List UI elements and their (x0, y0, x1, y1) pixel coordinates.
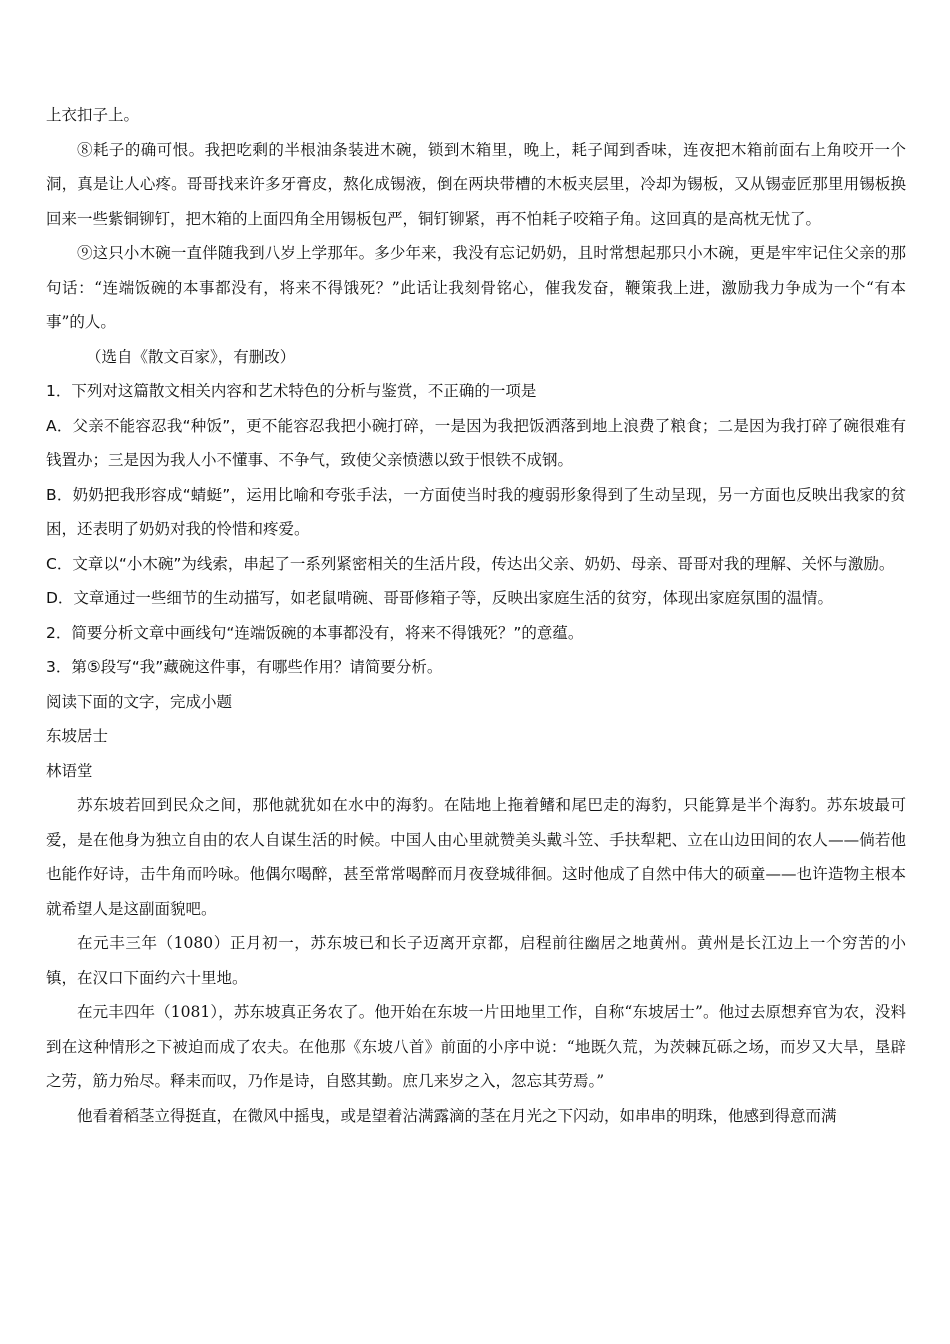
essay2-author: 林语堂 (46, 761, 93, 780)
essay1-paragraph-9: ⑨这只小木碗一直伴随我到八岁上学那年。多少年来，我没有忘记奶奶，且时常想起那只小木碗，更是牢牢记住父亲的那句话：“连端饭碗的本事都没有，将来不得饿死？”此话让我刻骨铭心，催我发奋，鞭策我上进，激励我力争成为一个“有本事”的人。 (46, 244, 906, 331)
essay2-paragraph-4: 他看着稻茎立得挺直，在微风中摇曳，或是望着沾满露滴的茎在月光之下闪动，如串串的明珠，他感到得意而满 (77, 1106, 837, 1125)
essay1-paragraph-7-ending: 上衣扣子上。 (46, 106, 140, 124)
question-1-option-c: C．文章以“小木碗”为线索，串起了一系列紧密相关的生活片段，传达出父亲、奶奶、母亲、哥哥对我的理解、关怀与激励。 (46, 554, 895, 573)
essay2-paragraph-2: 在元丰三年（1080）正月初一，苏东坡已和长子迈离开京都，启程前往幽居之地黄州。黄州是长江边上一个穷苦的小镇，在汉口下面约六十里地。 (46, 934, 906, 987)
essay2-paragraph-3: 在元丰四年（1081），苏东坡真正务农了。他开始在东坡一片田地里工作，自称“东坡居士”。他过去原想弃官为农，没料到在这种情形之下被迫而成了农夫。在他那《东坡八首》前面的小序中说：“地既久荒，为茨棘瓦砾之场，而岁又大旱，垦辟之劳，筋力殆尽。释耒而叹，乃作是诗，自愍其勤。庶几来岁之入，忽忘其劳焉。” (46, 1003, 906, 1090)
question-2: 2．简要分析文章中画线句“连端饭碗的本事都没有，将来不得饿死？”的意蕴。 (46, 623, 584, 642)
question-1-option-d: D．文章通过一些细节的生动描写，如老鼠啃碗、哥哥修箱子等，反映出家庭生活的贫穷，体现出家庭氛围的温情。 (46, 589, 833, 607)
essay2-paragraph-1: 苏东坡若回到民众之间，那他就犹如在水中的海豹。在陆地上拖着鳍和尾巴走的海豹，只能算是半个海豹。苏东坡最可爱，是在他身为独立自由的农人自谋生活的时候。中国人由心里就赞美头戴斗笠、手扶犁耙、立在山边田间的农人——倘若他也能作好诗，击牛角而吟咏。他偶尔喝醉，甚至常常喝醉而月夜登城徘徊。这时他成了自然中伟大的硕童——也许造物主根本就希望人是这副面貌吧。 (46, 796, 906, 918)
question-1: 1．下列对这篇散文相关内容和艺术特色的分析与鉴赏，不正确的一项是 (46, 382, 537, 400)
essay1-source-note: （选自《散文百家》，有删改） (86, 347, 296, 366)
question-1-option-b: B．奶奶把我形容成“蜻蜓”，运用比喻和夸张手法，一方面使当时我的瘦弱形象得到了生动呈现，另一方面也反映出我家的贫困，还表明了奶奶对我的怜惜和疼爱。 (46, 485, 906, 538)
essay2-title: 东坡居士 (46, 727, 109, 745)
document-page (46, 98, 906, 1133)
essay1-paragraph-8: ⑧耗子的确可恨。我把吃剩的半根油条装进木碗，锁到木箱里，晚上，耗子闻到香味，连夜把木箱前面右上角咬开一个洞，真是让人心疼。哥哥找来许多牙膏皮，熬化成锡液，倒在两块带槽的木板夹层里，冷却为锡板，又从锡壶匠那里用锡板换回来一些紫铜铆钉，把木箱的上面四角全用锡板包严，铜钉铆紧，再不怕耗子咬箱子角。这回真的是高枕无忧了。 (46, 140, 906, 228)
question-1-option-a: A．父亲不能容忍我“种饭”，更不能容忍我把小碗打碎，一是因为我把饭洒落到地上浪费了粮食；二是因为我打碎了碗很难有钱置办；三是因为我人小不懂事、不争气，致使父亲愤懑以致于恨铁不成钢。 (46, 416, 906, 469)
question-3: 3．第⑤段写“我”藏碗这件事，有哪些作用？请简要分析。 (46, 658, 443, 676)
reading-instruction: 阅读下面的文字，完成小题 (46, 692, 233, 711)
